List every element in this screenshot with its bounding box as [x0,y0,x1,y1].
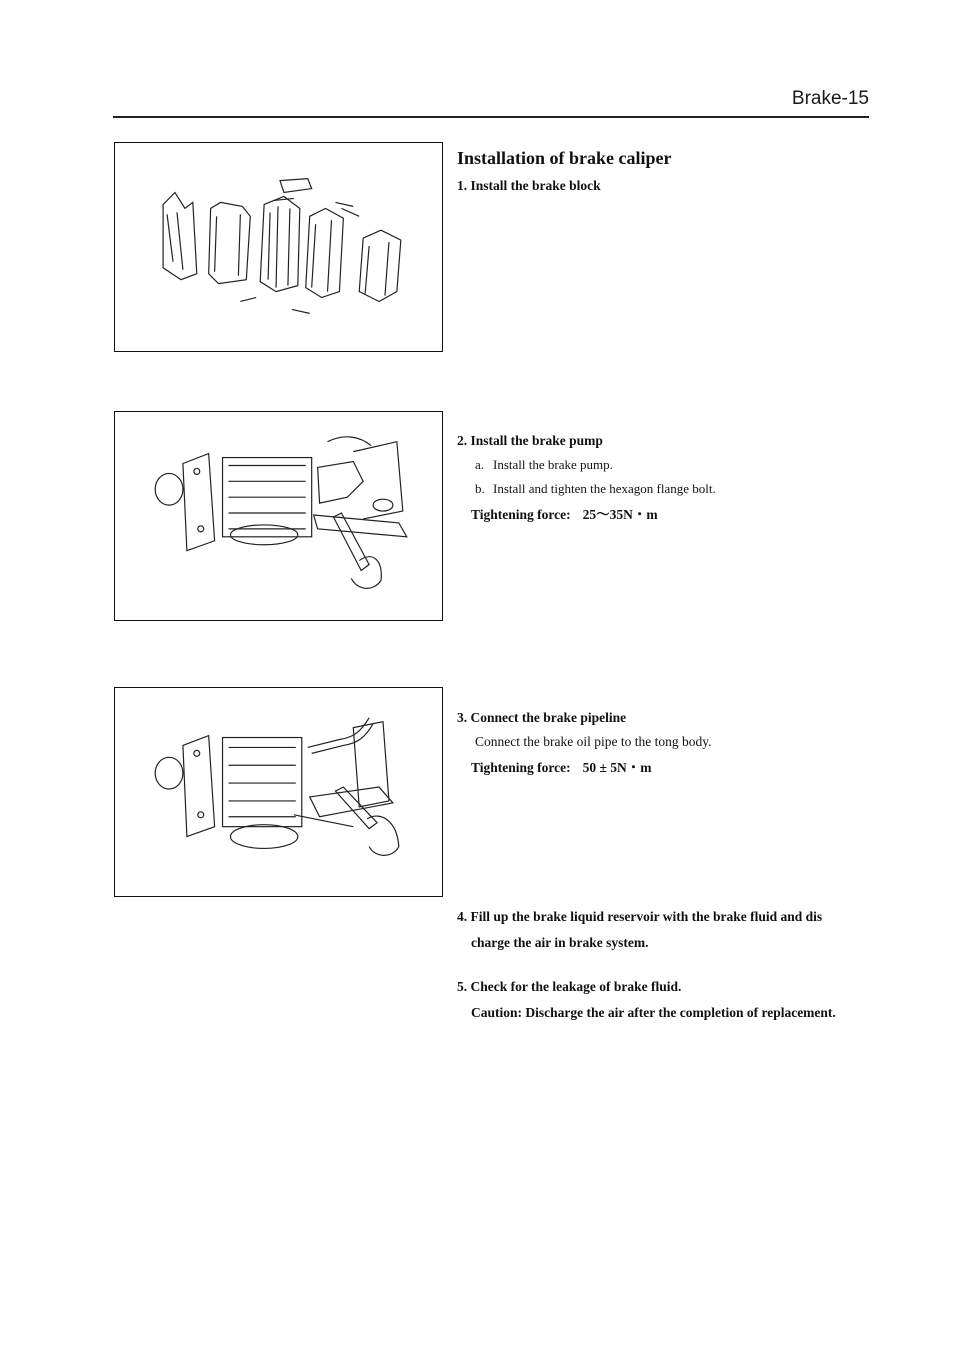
brake-pipeline-figure [114,687,443,897]
torque-value: 25～35N・m [582,507,658,522]
step-5 [457,974,877,1026]
brake-block-figure [114,142,443,352]
torque-value: 50 ± 5N・m [582,760,652,775]
sub-b-label: b. [475,481,485,496]
torque-label: Tightening force: [471,507,571,522]
sub-a-text: Install the brake pump. [493,457,613,472]
step-1 [457,176,877,196]
step-3-body: Connect the brake oil pipe to the tong body. [475,734,712,749]
step-2-heading: 2. Install the brake pump [457,433,603,448]
step-2 [457,431,877,525]
sub-b-text: Install and tighten the hexagon flange bolt. [493,481,716,496]
brake-pump-figure [114,411,443,621]
section-title: Installation of brake caliper [457,148,672,168]
sub-a-label: a. [475,457,485,472]
step-3-torque [457,758,877,778]
step-2-sub-a [457,455,877,475]
step-4-line2: charge the air in brake system. [471,935,649,950]
torque-label: Tightening force: [471,760,571,775]
brake-caliper-install-icon [115,412,442,620]
step-2-torque [457,505,877,525]
step-5-line1: 5. Check for the leakage of brake fluid. [457,979,682,994]
step-3 [457,708,877,778]
step-3-heading: 3. Connect the brake pipeline [457,710,627,725]
page-header-title: Brake-15 [791,88,869,109]
step-4-line1: 4. Fill up the brake liquid reservoir with the brake fluid and dis [457,909,823,924]
step-2-sub-b [457,479,877,499]
header-rule [113,116,869,118]
step-1-heading: 1. Install the brake block [457,178,601,193]
step-4 [457,904,877,956]
brake-pad-exploded-icon [115,143,442,351]
step-5-caution: Caution: Discharge the air after the completion of replacement. [471,1005,836,1020]
brake-pipeline-connect-icon [115,688,442,896]
